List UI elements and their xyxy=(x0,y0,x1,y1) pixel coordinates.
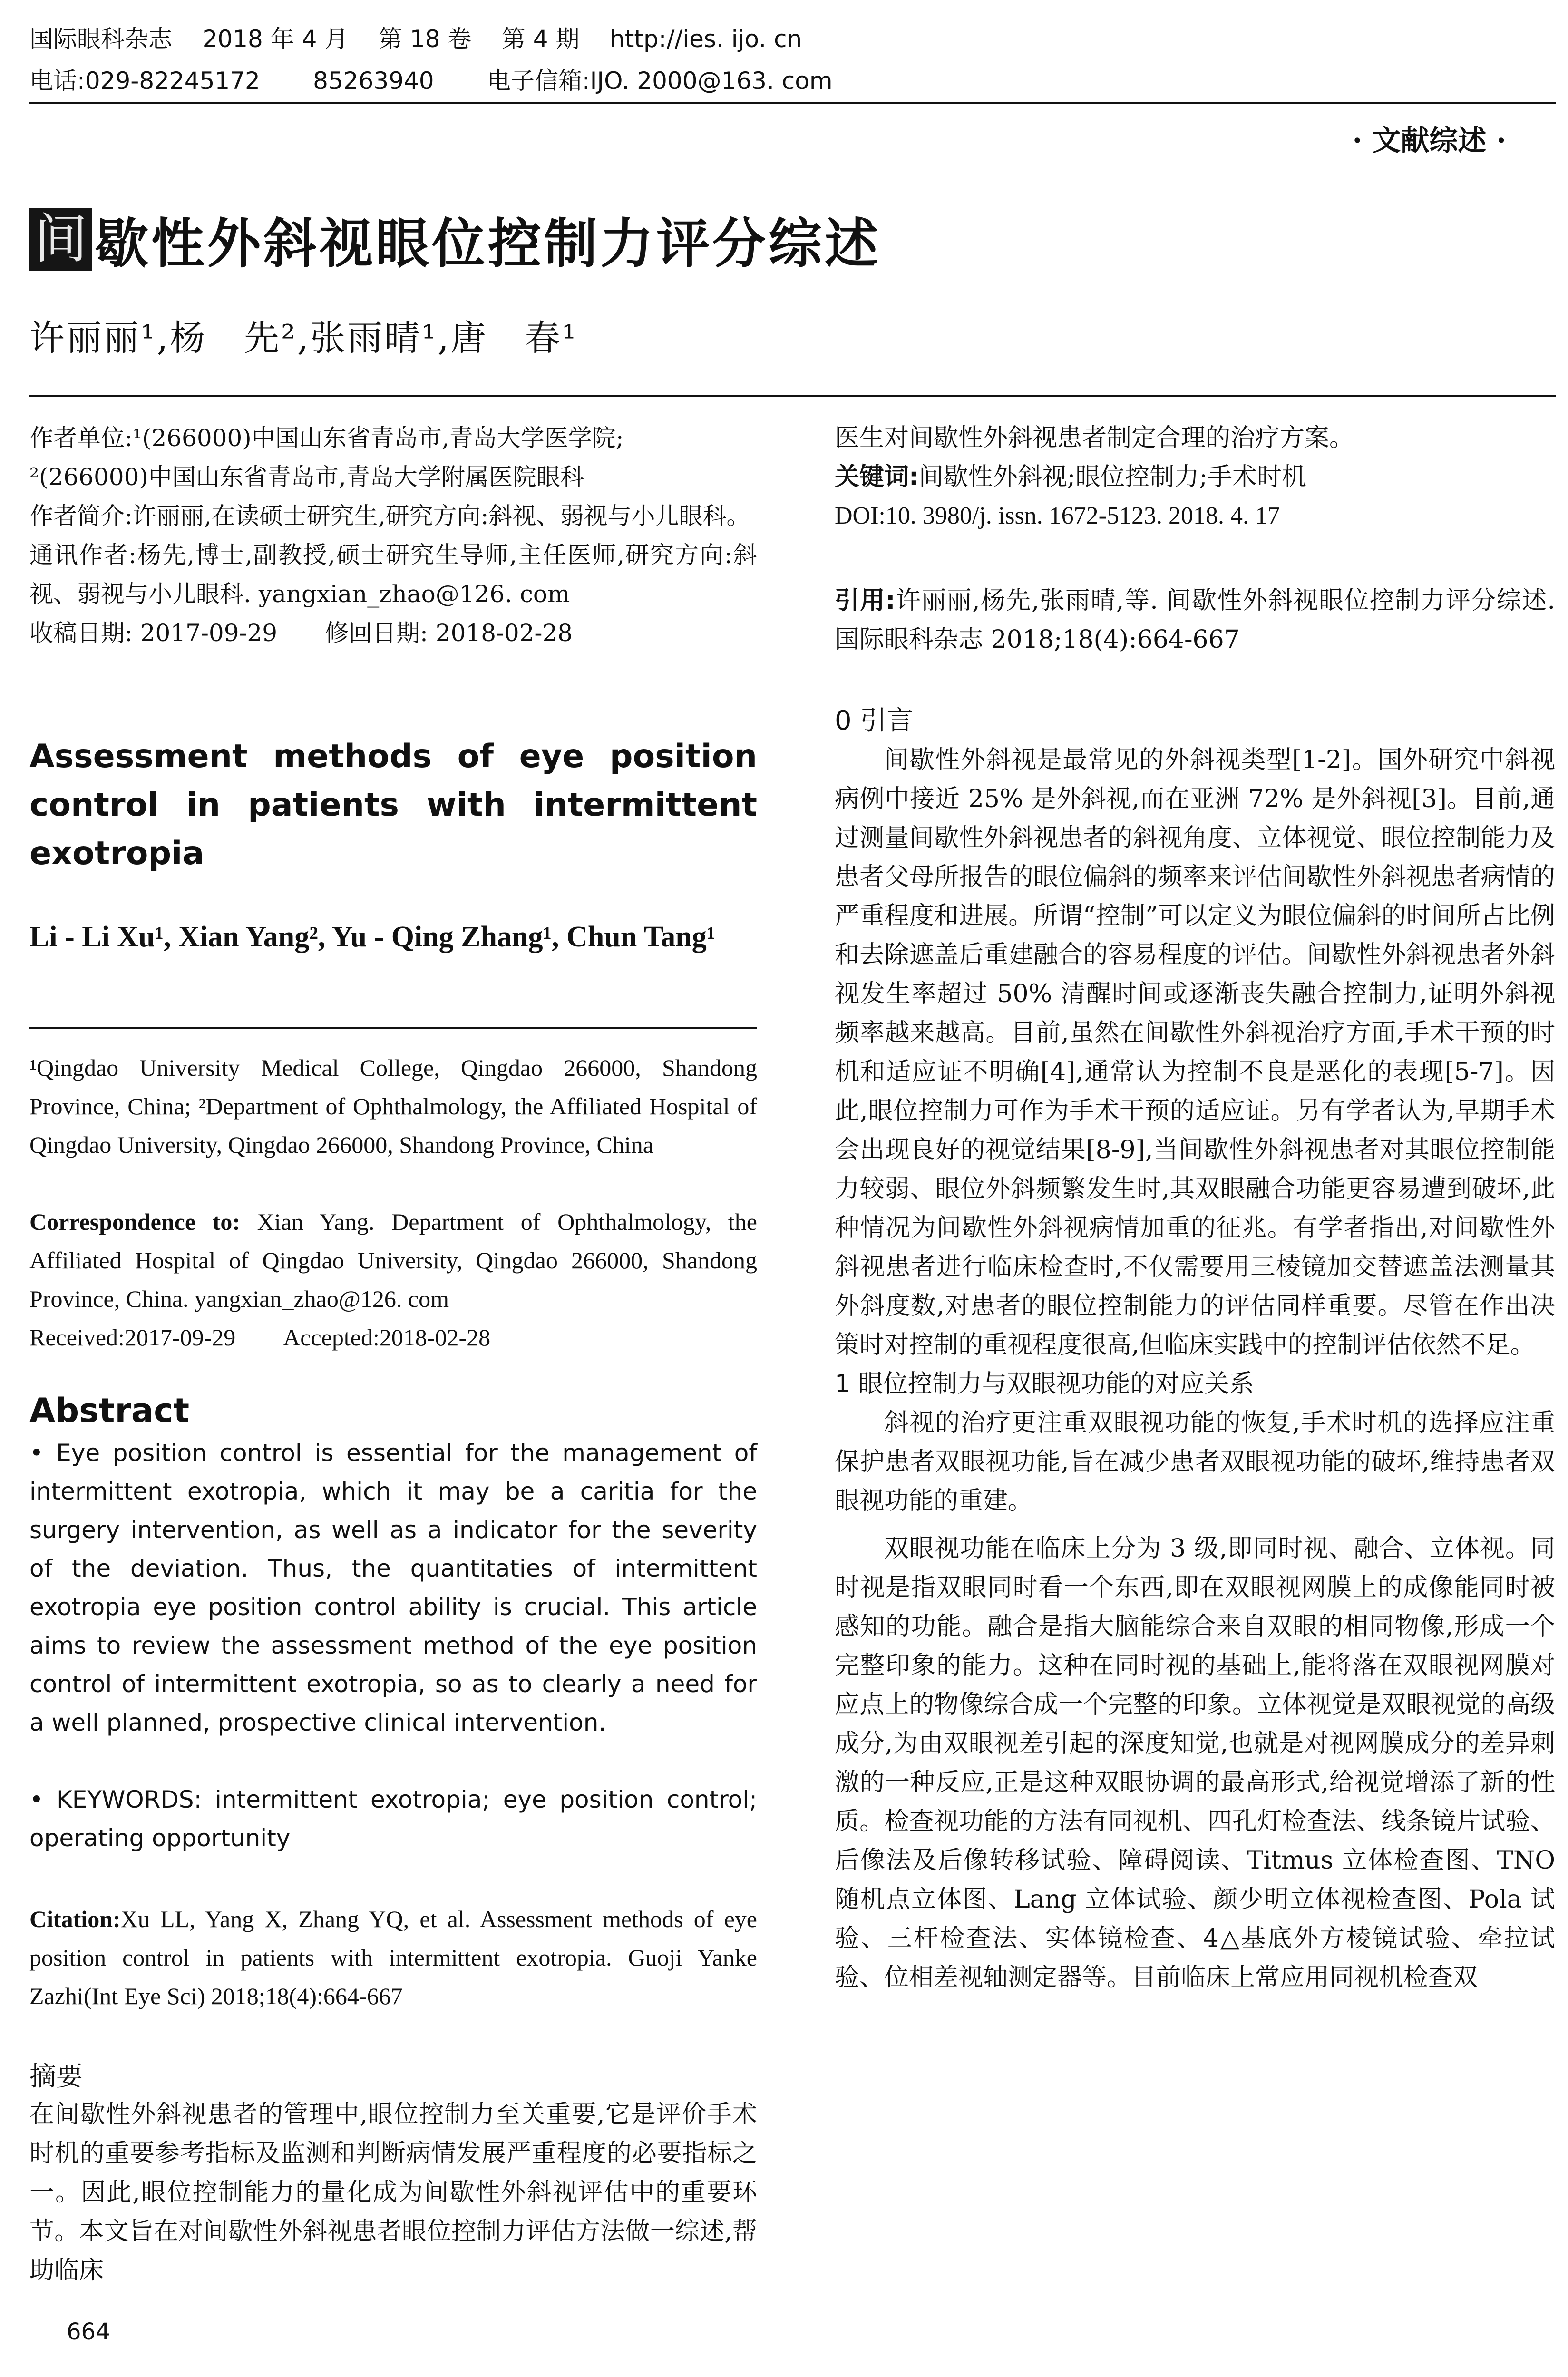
keywords-label: 关键词: xyxy=(835,463,919,491)
title-text: 歇性外斜视眼位控制力评分综述 xyxy=(95,212,881,275)
article-title xyxy=(29,204,881,275)
cn-abstract-cont: 医生对间歇性外斜视患者制定合理的治疗方案。 xyxy=(835,424,1354,452)
cite-cn xyxy=(835,581,1555,659)
section-0-heading: 0 引言 xyxy=(835,705,914,736)
english-affiliation: ¹Qingdao University Medical College, Qingdao 266000, Shandong Province, China; ²Department of Ophthalmology, the Affiliated Hospital of Qingdao University, Qingdao 266000, Shandong Province, China xyxy=(29,1054,757,1158)
right-front-matter xyxy=(835,419,1555,536)
keywords-text: 间歇性外斜视;眼位控制力;手术时机 xyxy=(918,463,1306,491)
section-1-heading: 1 眼位控制力与双眼视功能的对应关系 xyxy=(835,1370,1254,1398)
section-label: · 文献综述 · xyxy=(1352,124,1506,157)
section-0-paragraph: 间歇性外斜视是最常见的外斜视类型[1-2]。国外研究中斜视病例中接近 25% 是外斜视,而在亚洲 72% 是外斜视[3]。目前,通过测量间歇性外斜视患者的斜视角度、立体视觉、眼位控制能力及患者父母所报告的眼位偏斜的频率来评估间歇性外斜视患者病情的严重程度和进展。所谓“控制”可以定义为眼位偏斜的时间所占比例和去除遮盖后重建融合的容易程度的评估。间歇性外斜视患者外斜视发生率超过 50% 清醒时间或逐渐丧失融合控制力,证明外斜视频率越来越高。目前,虽然在间歇性外斜视治疗方面,手术干预的时机和适应证不明确[4],通常认为控制不良是恶化的表现[5-7]。因此,眼位控制力可作为手术干预的适应证。另有学者认为,早期手术会出现良好的视觉结果[8-9],当间歇性外斜视患者对其眼位控制能力较弱、眼位外斜频繁发生时,其双眼融合功能更容易遭到破坏,此种情况为间歇性外斜视病情加重的征兆。有学者指出,对间歇性外斜视患者进行临床检查时,不仅需要用三棱镜加交替遮盖法测量其外斜度数,对患者的眼位控制能力的评估同样重要。尽管在作出决策时对控制的重视程度很高,但临床实践中的控制评估依然不足。 xyxy=(835,746,1555,1359)
main-text xyxy=(835,701,1555,1997)
correspondence-label: Correspondence to: xyxy=(29,1208,241,1235)
page-number: 664 xyxy=(67,2319,110,2345)
abstract-heading: Abstract xyxy=(29,1391,190,1430)
cite-text: 许丽丽,杨先,张雨晴,等. 间歇性外斜视眼位控制力评分综述. 国际眼科杂志 2018;18(4):664-667 xyxy=(835,586,1555,654)
received-dates-cn: 收稿日期: 2017-09-29 修回日期: 2018-02-28 xyxy=(29,619,573,647)
section-1-paragraph-1: 斜视的治疗更注重双眼视功能的恢复,手术时机的选择应注重保护患者双眼视功能,旨在减少患者双眼视功能的破坏,维持患者双眼视功能的重建。 xyxy=(835,1409,1555,1515)
cn-abstract: 在间歇性外斜视患者的管理中,眼位控制力至关重要,它是评价手术时机的重要参考指标及监测和判断病情发展严重程度的必要指标之一。因此,眼位控制能力的量化成为间歇性外斜视评估中的重要环节。本文旨在对间歇性外斜视患者眼位控制力评估方法做一综述,帮助临床 xyxy=(29,2100,757,2285)
header-rule xyxy=(29,102,1556,104)
corresponding-author: 通讯作者:杨先,博士,副教授,硕士研究生导师,主任医师,研究方向:斜视、弱视与小儿眼科. yangxian_zhao@126. com xyxy=(29,541,757,608)
title-initial-block: 间 xyxy=(29,208,92,271)
section-1-paragraph-2: 双眼视功能在临床上分为 3 级,即同时视、融合、立体视。同时视是指双眼同时看一个东西,即在双眼视网膜上的成像能同时被感知的功能。融合是指大脑能综合来自双眼的相同物像,形成一个完整印象的能力。这种在同时视的基础上,能将落在双眼视网膜对应点上的物像综合成一个完整的印象。立体视觉是双眼视觉的高级成分,为由双眼视差引起的深度知觉,也就是对视网膜成分的差异刺激的一种反应,正是这种双眼协调的最高形式,给视觉增添了新的性质。检查视功能的方法有同视机、四孔灯检查法、线条镜片试验、后像法及后像转移试验、障碍阅读、Titmus 立体检查图、TNO 随机点立体图、Lang 立体试验、颜少明立体视检查图、Pola 试验、三杆检查法、实体镜检查、4△基底外方棱镜试验、牵拉试验、位相差视轴测定器等。目前临床上常应用同视机检查双 xyxy=(835,1534,1555,1992)
keywords-cn xyxy=(835,458,1555,497)
title-rule xyxy=(29,395,1556,397)
citation-text: Xu LL, Yang X, Zhang YQ, et al. Assessment methods of eye position control in patients with intermittent exotropia. Guoji Yanke Zazhi(Int Eye Sci) 2018;18(4):664-667 xyxy=(29,1906,757,2009)
abstract-english: • Eye position control is essential for the management of intermittent exotropia, which it may be a caritia for the surgery intervention, as well as a indicator for the severity of the deviation. Thus, the quantitaties of intermittent exotropia eye position control ability is crucial. This article aims to review the assessment method of the eye position control of intermittent exotropia, so as to clearly a need for a well planned, prospective clinical intervention. xyxy=(29,1439,757,1736)
author-bio: 作者简介:许丽丽,在读硕士研究生,研究方向:斜视、弱视与小儿眼科。 xyxy=(29,502,750,530)
journal-header-line: 国际眼科杂志 2018 年 4 月 第 18 卷 第 4 期 http://ies. ijo. cn xyxy=(29,25,802,53)
keywords-english: • KEYWORDS: intermittent exotropia; eye position control; operating opportunity xyxy=(29,1786,757,1852)
authors-cn: 许丽丽¹,杨 先²,张雨晴¹,唐 春¹ xyxy=(29,318,578,359)
author-info-block xyxy=(29,419,757,653)
affiliation-line-1: 作者单位:¹(266000)中国山东省青岛市,青岛大学医学院; xyxy=(29,424,624,452)
english-block-rule xyxy=(29,1027,757,1029)
doi: DOI:10. 3980/j. issn. 1672-5123. 2018. 4. 17 xyxy=(835,502,1280,529)
journal-contact-line: 电话:029-82245172 85263940 电子信箱:IJO. 2000@163. com xyxy=(29,67,833,95)
cn-abstract-heading: 摘要 xyxy=(29,2061,83,2092)
affiliation-line-2: ²(266000)中国山东省青岛市,青岛大学附属医院眼科 xyxy=(29,463,584,491)
received-accepted: Received:2017-09-29 Accepted:2018-02-28 xyxy=(29,1324,491,1351)
english-title: Assessment methods of eye position control in patients with intermittent exotropia xyxy=(29,738,757,872)
citation-english xyxy=(29,1900,757,2016)
correspondence-text: Xian Yang. Department of Ophthalmology, the Affiliated Hospital of Qingdao University, Qingdao 266000, Shandong Province, China. yangxian_zhao@126. com xyxy=(29,1208,757,1312)
english-authors: Li - Li Xu¹, Xian Yang², Yu - Qing Zhang¹, Chun Tang¹ xyxy=(29,921,716,953)
correspondence-block xyxy=(29,1203,757,1318)
cite-label: 引用: xyxy=(835,586,896,615)
citation-label: Citation: xyxy=(29,1906,121,1932)
